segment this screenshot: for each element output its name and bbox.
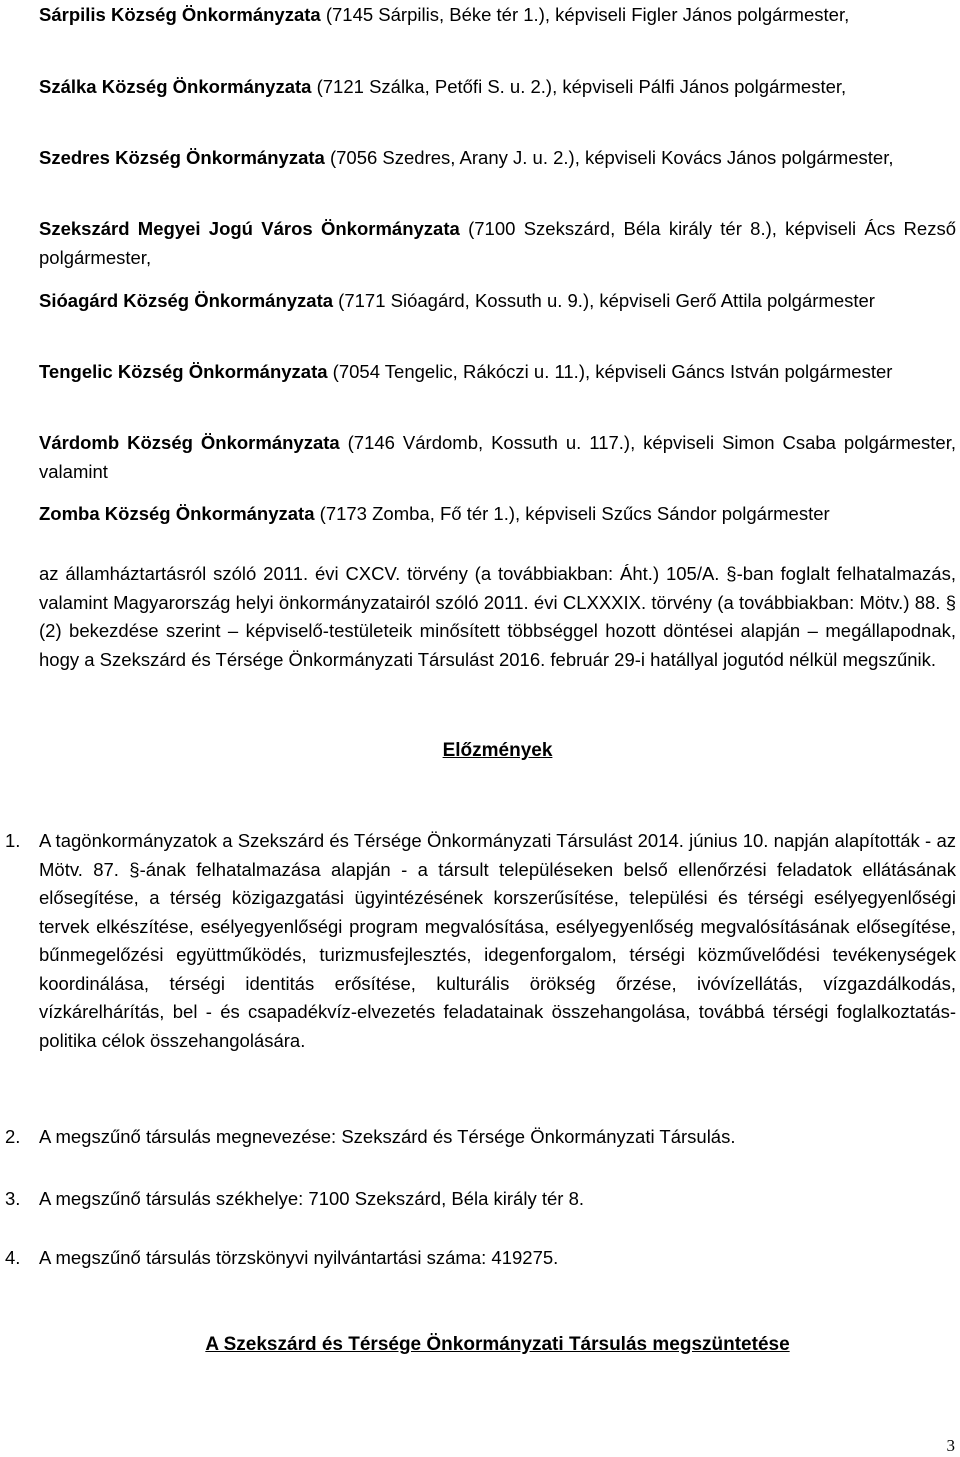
party-details: (7171 Sióagárd, Kossuth u. 9.), képviseli Gerő Attila polgármester [333, 290, 875, 311]
party-details: (7173 Zomba, Fő tér 1.), képviseli Szűcs Sándor polgármester [314, 503, 830, 524]
party-entry [39, 1, 956, 30]
page-number: 3 [946, 1436, 955, 1455]
party-entry [39, 429, 956, 486]
list-item [5, 827, 956, 1055]
list-item-number: 2. [5, 1126, 21, 1147]
party-details: (7054 Tengelic, Rákóczi u. 11.), képviseli Gáncs István polgármester [327, 361, 893, 382]
list-item-number: 4. [5, 1247, 21, 1268]
party-name: Várdomb Község Önkormányzata [39, 432, 340, 453]
list-item-text: A megszűnő társulás székhelye: 7100 Szekszárd, Béla király tér 8. [39, 1188, 584, 1209]
party-name: Sióagárd Község Önkormányzata [39, 290, 334, 311]
party-name: Zomba Község Önkormányzata [39, 503, 315, 524]
party-name: Tengelic Község Önkormányzata [39, 361, 328, 382]
party-details: (7121 Szálka, Petőfi S. u. 2.), képviseli Pálfi János polgármester, [311, 76, 847, 97]
party-details: (7056 Szedres, Arany J. u. 2.), képviseli Kovács János polgármester, [324, 147, 894, 168]
party-entry [39, 215, 956, 272]
party-details: (7145 Sárpilis, Béke tér 1.), képviseli Figler János polgármester, [320, 4, 850, 25]
list-item-number: 3. [5, 1188, 21, 1209]
list-item-text: A megszűnő társulás törzskönyvi nyilvántartási száma: 419275. [39, 1247, 559, 1268]
party-name: Szálka Község Önkormányzata [39, 76, 312, 97]
closing-heading: A Szekszárd és Térsége Önkormányzati Társulás megszüntetése [205, 1334, 790, 1355]
party-details: (7100 Szekszárd, Béla király tér 8.), képviseli Ács Rezső polgármester, [39, 218, 956, 268]
list-item-number: 1. [5, 830, 21, 851]
party-entry [39, 358, 956, 387]
list-item [5, 1244, 956, 1273]
party-entry [39, 287, 956, 316]
party-name: Szedres Község Önkormányzata [39, 147, 325, 168]
list-item-text: A tagönkormányzatok a Szekszárd és Térsége Önkormányzati Társulást 2014. június 10. napján alapították - az Mötv. 87. §-ának felhatalmazása alapján - a társult településeken belső ellenőrzési feladatok ellátásának elősegítése, a térség közigazgatási ügyintézésének korszerűsítése, települési és térségi esélyegyenlőségi tervek elkészítése, esélyegyenlőségi program megvalósítása, esélyegyenlőség megvalósításának elősegítése, bűnmegelőzési együttműködés, turizmusfejlesztés, idegenforgalom, térségi közművelődési tevékenységek koordinálása, térségi identitás erősítése, kulturális örökség őrzése, ivóvízellátás, vízgazdálkodás, vízkárelhárítás, bel - és csapadékvíz-elvezetés feladatainak összehangolása, továbbá térségi foglalkoztatás-politika célok összehangolására. [39, 830, 956, 1051]
party-name: Szekszárd Megyei Jogú Város Önkormányzata [39, 218, 460, 239]
section-heading: Előzmények [442, 740, 553, 761]
party-details: (7146 Várdomb, Kossuth u. 117.), képviseli Simon Csaba polgármester, valamint [39, 432, 956, 482]
party-name: Sárpilis Község Önkormányzata [39, 4, 321, 25]
party-entry [39, 500, 956, 529]
list-item [5, 1185, 956, 1214]
party-entry [39, 73, 956, 102]
list-item [5, 1123, 956, 1152]
party-entry [39, 144, 956, 173]
intro-paragraph: az államháztartásról szóló 2011. évi CXCV. törvény (a továbbiakban: Áht.) 105/A. §-ban foglalt felhatalmazás, valamint Magyarország helyi önkormányzatairól szóló 2011. évi CLXXXIX. törvény (a továbbiakban: Mötv.) 88. § (2) bekezdése szerint – képviselő-testületeik minősített többséggel hozott döntései alapján – megállapodnak, hogy a Szekszárd és Térsége Önkormányzati Társulást 2016. február 29-i hatállyal jogutód nélkül megszűnik. [39, 563, 956, 670]
list-item-text: A megszűnő társulás megnevezése: Szekszárd és Térsége Önkormányzati Társulás. [39, 1126, 736, 1147]
